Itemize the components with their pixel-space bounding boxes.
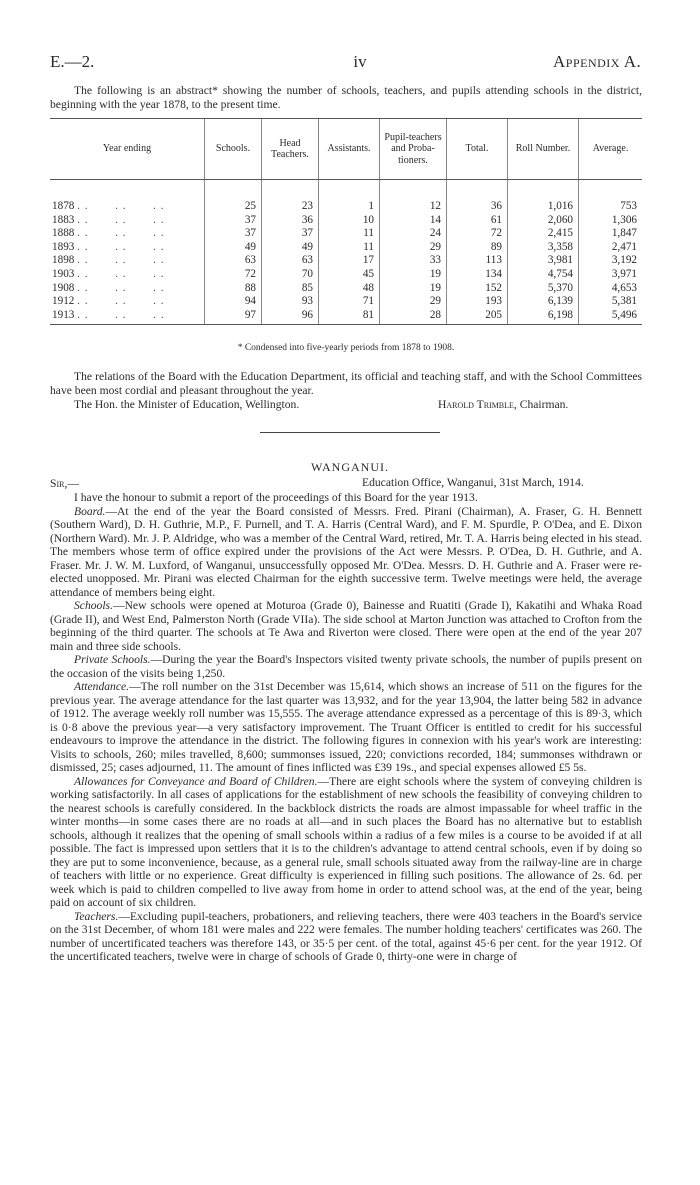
year-cell [50,309,205,325]
table-cell: 61 [447,214,508,228]
table-cell: 29 [380,295,447,309]
table-cell: 1 [319,200,380,214]
year-cell [50,268,205,282]
table-cell: 93 [262,295,319,309]
table-cell: 19 [380,282,447,296]
table-cell: 97 [205,309,262,325]
table-cell: 11 [319,227,380,241]
table-cell: 5,381 [579,295,643,309]
table-cell: 2,471 [579,241,643,255]
dot-leader: . . . . . . [77,240,165,253]
page-code: E.—2. [50,52,95,71]
year-cell [50,227,205,241]
column-header: Total. [447,119,508,180]
table-cell: 70 [262,268,319,282]
addressee: The Hon. the Minister of Education, Wellington. [74,398,300,411]
board-paragraph [50,505,642,600]
table-cell: 2,415 [508,227,579,241]
table-cell: 63 [262,254,319,268]
table-cell: 23 [262,200,319,214]
table-cell: 5,496 [579,309,643,325]
table-cell: 5,370 [508,282,579,296]
signature [438,398,568,411]
private-schools-paragraph [50,653,642,680]
dateline: Education Office, Wanganui, 31st March, 1914. [362,476,584,489]
allowances-paragraph [50,775,642,910]
dot-leader: . . . . . . [77,213,165,226]
year-cell [50,295,205,309]
table-cell: 6,198 [508,309,579,325]
teachers-text: —Excluding pupil-teachers, probationers, and relieving teachers, there were 403 teachers in the Board's service on the 31st December, of whom 181 were males and 222 were females. The number holding teachers' certificates was 260. The number of uncertificated teachers was therefore 143, or 35·5 per cent. of the total, against 45·6 per cent. for the year 1912. Of the uncertificated teachers, twelve were in charge of schools of Grade 0, thirty-one were in charge of [50,909,642,963]
year-cell [50,254,205,268]
table-cell: 3,358 [508,241,579,255]
year-cell [50,200,205,214]
table-cell: 113 [447,254,508,268]
table-cell: 1,847 [579,227,643,241]
table-cell: 205 [447,309,508,325]
table-cell: 48 [319,282,380,296]
year-label: 1898 [52,254,75,267]
table-cell: 72 [447,227,508,241]
table-cell: 3,192 [579,254,643,268]
allowances-heading: Allowances for Conveyance and Board of Children. [74,774,318,788]
abstract-table [50,118,642,325]
dot-leader: . . . . . . [77,254,165,267]
column-header: Pupil-teachers and Proba-tioners. [380,119,447,180]
board-text: —At the end of the year the Board consisted of Messrs. Fred. Pirani (Chairman), A. Fraser, G. H. Bennett (Southern Ward), D. H. Guthrie, M.P., F. Purnell, and T. A. Harris (Central Ward), and F. M. Spurdle, P. O'Dea, and E. Dixon (Northern Ward). Mr. J. P. Aldridge, who was a member of the Central Ward, retired, Mr. T. A. Harris being elected in his stead. The members whose term of office expired under the provisions of the Act were Messrs. P. O'Dea, D. H. Guthrie, and A. Fraser. Mr. J. W. M. Luxford, of Wanganui, unsuccessfully opposed Mr. O'Dea. Messrs. D. H. Guthrie and A. Fraser were re-elected unopposed. Mr. Pirani was elected Chairman for the eighth successive term. Twelve meetings were held, the average attendance of members being eight. [50,504,642,599]
teachers-heading: Teachers. [74,909,119,923]
signature-title: , Chairman. [513,398,569,411]
table-row [50,227,642,241]
schools-paragraph [50,599,642,653]
table-cell: 3,981 [508,254,579,268]
dot-leader: . . . . . . [77,200,165,212]
table-cell: 71 [319,295,380,309]
table-row [50,214,642,228]
table-cell: 10 [319,214,380,228]
year-label: 1893 [52,240,75,253]
table-cell: 49 [262,241,319,255]
year-label: 1912 [52,295,75,308]
table-cell: 85 [262,282,319,296]
table-cell: 6,139 [508,295,579,309]
table-cell: 81 [319,309,380,325]
table-row [50,282,642,296]
dot-leader: . . . . . . [77,281,165,294]
report-body [50,491,642,964]
schools-heading: Schools. [74,599,113,612]
table-cell: 1,306 [579,214,643,228]
opening-paragraph: I have the honour to submit a report of the proceedings of this Board for the year 1913. [74,491,478,504]
table-cell: 88 [205,282,262,296]
table-cell: 45 [319,268,380,282]
column-header: Head Teachers. [262,119,319,180]
table-cell: 94 [205,295,262,309]
table-row [50,268,642,282]
allowances-text: —There are eight schools where the system of conveying children is working satisfactorily. In all cases of applications for the establishment of new schools the feasibility of conveying children to the nearest schools is carefully considered. In the backblock districts the roads are almost impassable for wheel traffic in the winter months—in some cases there are no roads at all—and in such places the Board has no alternative but to establish schools, although it realizes that the opening of small schools within a radius of a few miles is a course to be avoided if at all possible. The fact is impressed upon settlers that it is to the children's advantage to attend central schools, even if by doing so they are put to some inconvenience, because, as a general rule, small schools situated away from the railway-line are in charge of teachers with little or no experience. Great difficulty is experienced in filling such positions. The allowance of 2s. 6d. per week which is paid to children compelled to live away from home in order to attend school was, at the end of the year, being paid on account of six children. [50,774,642,909]
table-footnote: * Condensed into five-yearly periods from 1878 to 1908. [237,343,455,353]
table-cell: 96 [262,309,319,325]
intro-paragraph: The following is an abstract* showing the number of schools, teachers, and pupils attending schools in the district, beginning with the year 1878, to the present time. [50,84,642,111]
table-cell: 3,971 [579,268,643,282]
year-label: 1903 [52,267,75,280]
dot-leader: . . . . . . [77,227,165,240]
table-cell: 28 [380,309,447,325]
dot-leader: . . . . . . [77,267,165,280]
table-spacer-row [50,180,642,201]
year-label: 1913 [52,308,75,321]
column-header: Roll Number. [508,119,579,180]
attendance-text: —The roll number on the 31st December was 15,614, which shows an increase of 511 on the figures for the previous year. The average attendance for the last quarter was 13,932, and for the year 13,904, the latter being 582 in advance of 1912. The average weekly roll number was 15,555. The average attendance expressed as a percentage of this is 89·3, which is 0·8 above the previous year—a very satisfactory improvement. The Truant Officer is entitled to credit for his successful endeavours to improve the attendance in the district. The following figures in connexion with his year's work are interesting: Visits to schools, 260; miles travelled, 8,600; summonses issued, 220; convictions recorded, 184; summonses withdrawn or dismissed, 25; cases adjourned, 11. The amount of fines inflicted was £39 19s., and special expenses allowed £5 5s. [50,680,642,774]
column-header: Assistants. [319,119,380,180]
table-cell: 63 [205,254,262,268]
column-header: Average. [579,119,643,180]
table-cell: 72 [205,268,262,282]
year-label: 1908 [52,281,75,294]
attendance-heading: Attendance. [74,680,130,693]
year-cell [50,241,205,255]
dot-leader: . . . . . . [77,295,165,308]
table-cell: 753 [579,200,643,214]
table-cell: 1,016 [508,200,579,214]
table-cell: 37 [205,214,262,228]
table-cell: 36 [447,200,508,214]
relations-paragraph: The relations of the Board with the Education Department, its official and teaching staff, and with the School Committees have been most cordial and pleasant throughout the year. [50,370,642,397]
year-label: 1878 [52,200,75,212]
table-cell: 4,653 [579,282,643,296]
schools-text: —New schools were opened at Moturoa (Grade 0), Bainesse and Ruatiti (Grade I), Kakatihi and Whaka Road (Grade II), and West End, Palmerston North (Grade VIIa). The side school at Marton Junction was attached to Crofton from the beginning of the third quarter. The schools at Te Awa and Riverton were closed. There were open at the end of the year 207 main and three side schools. [50,599,642,653]
section-title: WANGANUI. [311,460,389,474]
appendix-label: Appendix A. [553,52,642,71]
dot-leader: . . . . . . [77,308,165,321]
table-cell: 2,060 [508,214,579,228]
table-cell: 29 [380,241,447,255]
table-header-row [50,119,642,180]
table-row [50,241,642,255]
signature-name: Harold Trimble [438,398,514,411]
table-cell: 152 [447,282,508,296]
table-cell: 17 [319,254,380,268]
year-cell [50,282,205,296]
table-cell: 25 [205,200,262,214]
table-cell: 4,754 [508,268,579,282]
table-cell: 193 [447,295,508,309]
table-row [50,309,642,325]
table-cell: 37 [262,227,319,241]
table-cell: 12 [380,200,447,214]
section-divider [260,432,440,433]
year-label: 1883 [52,213,75,226]
column-header: Year ending [50,119,205,180]
table-cell: 14 [380,214,447,228]
table-cell: 89 [447,241,508,255]
salutation: Sir,— [50,477,79,490]
table-cell: 37 [205,227,262,241]
table-cell: 134 [447,268,508,282]
table-cell: 19 [380,268,447,282]
table-row [50,200,642,214]
board-heading: Board. [74,504,106,518]
year-label: 1888 [52,227,75,240]
column-header: Schools. [205,119,262,180]
table-cell: 36 [262,214,319,228]
table-row [50,254,642,268]
page-number: iv [353,52,367,71]
private-schools-heading: Private Schools. [74,653,151,666]
year-cell [50,214,205,228]
table-cell: 11 [319,241,380,255]
table-cell: 49 [205,241,262,255]
table-row [50,295,642,309]
attendance-paragraph [50,680,642,775]
private-schools-text: —During the year the Board's Inspectors visited twenty private schools, the number of pupils present on the occasion of the visits being 1,250. [50,653,642,680]
teachers-paragraph [50,910,642,964]
table-cell: 33 [380,254,447,268]
table-cell: 24 [380,227,447,241]
